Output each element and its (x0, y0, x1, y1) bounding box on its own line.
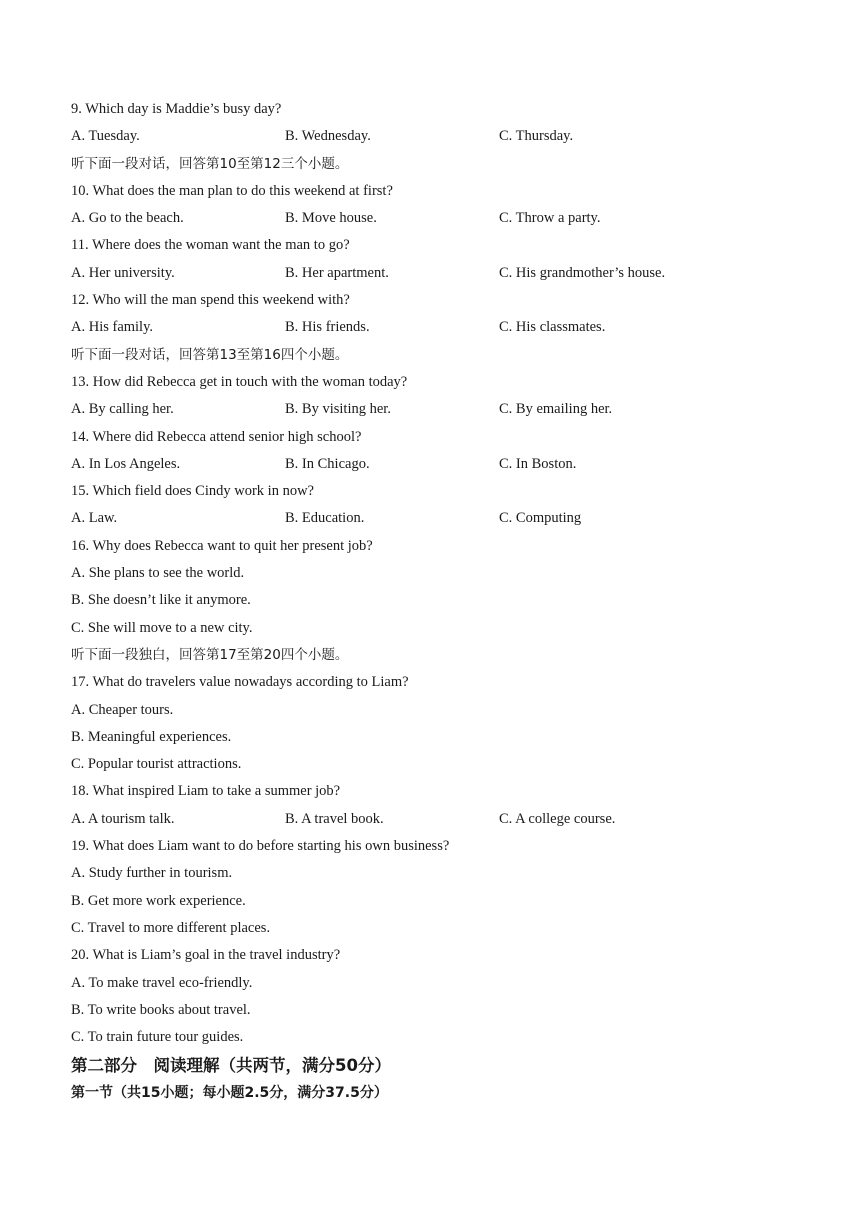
question-stem: 13. How did Rebecca get in touch with the woman today? (71, 373, 408, 390)
option-b: B. Wednesday. (285, 128, 371, 145)
option-a: A. By calling her. (71, 401, 174, 418)
option-a: A. Law. (71, 510, 118, 527)
question-stem: 10. What does the man plan to do this weekend at first? (71, 182, 393, 199)
option-b: B. She doesn’t like it anymore. (71, 592, 251, 609)
option-c: C. By emailing her. (499, 401, 613, 418)
option-b: B. Education. (285, 510, 365, 527)
answer-options (71, 505, 791, 532)
question-stem: 9. Which day is Maddie’s busy day? (71, 101, 282, 117)
option-a: A. Tuesday. (71, 128, 140, 145)
question-stem: 15. Which field does Cindy work in now? (71, 483, 314, 500)
question-stem: 18. What inspired Liam to take a summer job? (71, 783, 341, 800)
part-heading: 第二部分 阅读理解（共两节，满分50分） (71, 1056, 391, 1076)
option-b: B. To write books about travel. (71, 1001, 251, 1018)
option-b: B. By visiting her. (285, 401, 391, 418)
question-stem: 11. Where does the woman want the man to go? (71, 237, 350, 254)
instruction: 听下面一段对话，回答第13至第16四个小题。 (71, 346, 349, 363)
option-c: C. Thursday. (499, 128, 574, 145)
option-a: A. Cheaper tours. (71, 701, 174, 718)
option-c: C. Travel to more different places. (71, 919, 271, 936)
instruction: 听下面一段独白，回答第17至第20四个小题。 (71, 646, 349, 663)
answer-options (71, 260, 791, 287)
answer-options (71, 396, 791, 423)
option-a: A. In Los Angeles. (71, 455, 181, 472)
option-c: C. Popular tourist attractions. (71, 756, 242, 773)
option-b: B. Get more work experience. (71, 892, 246, 909)
question-stem: 16. Why does Rebecca want to quit her present job? (71, 537, 373, 554)
question-stem: 19. What does Liam want to do before starting his own business? (71, 838, 450, 855)
option-b: B. Her apartment. (285, 264, 389, 281)
option-a: A. Study further in tourism. (71, 865, 233, 882)
option-b: B. Meaningful experiences. (71, 728, 232, 745)
option-b: B. Move house. (285, 210, 377, 227)
answer-options (71, 451, 791, 478)
answer-options (71, 123, 791, 150)
instruction: 听下面一段对话，回答第10至第12三个小题。 (71, 155, 349, 172)
question-stem: 20. What is Liam’s goal in the travel industry? (71, 947, 341, 964)
option-a: A. She plans to see the world. (71, 565, 245, 582)
question-stem: 17. What do travelers value nowadays according to Liam? (71, 674, 409, 691)
option-c: C. Computing (499, 510, 582, 527)
section-heading: 第一节（共15小题；每小题2.5分，满分37.5分） (71, 1085, 388, 1102)
option-c: C. His classmates. (499, 319, 606, 336)
option-c: C. To train future tour guides. (71, 1029, 244, 1046)
question-stem: 14. Where did Rebecca attend senior high school? (71, 428, 362, 445)
answer-options (71, 806, 791, 833)
option-b: B. A travel book. (285, 810, 384, 827)
question-stem: 12. Who will the man spend this weekend with? (71, 292, 350, 309)
option-a: A. His family. (71, 319, 154, 336)
option-c: C. In Boston. (499, 455, 577, 472)
option-a: A. Her university. (71, 264, 175, 281)
option-c: C. His grandmother’s house. (499, 264, 666, 281)
option-a: A. A tourism talk. (71, 810, 175, 827)
option-a: A. Go to the beach. (71, 210, 184, 227)
option-c: C. A college course. (499, 810, 616, 827)
option-a: A. To make travel eco-friendly. (71, 974, 253, 991)
option-b: B. His friends. (285, 319, 370, 336)
answer-options (71, 205, 791, 232)
option-c: C. Throw a party. (499, 210, 601, 227)
exam-page (71, 96, 791, 1107)
answer-options (71, 314, 791, 341)
option-b: B. In Chicago. (285, 455, 370, 472)
option-c: C. She will move to a new city. (71, 619, 253, 636)
